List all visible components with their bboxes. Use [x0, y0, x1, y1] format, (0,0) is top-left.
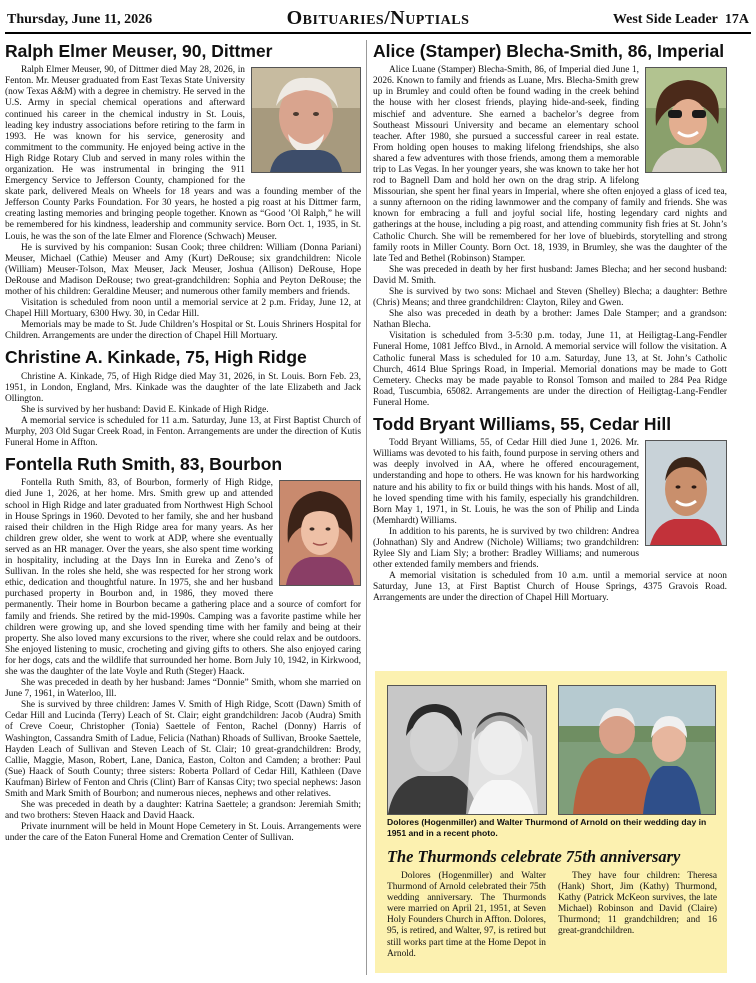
- paragraph: They have four children: Theresa (Hank) Short, Jim (Kathy) Thurmond, Kathy (Patrick McKeon survives, the late Michael) Robinson and David (Claire) Thurmond; 11 grandchildren; and 16 great-grandchildren.: [558, 871, 717, 937]
- paragraph: Fontella Ruth Smith, 83, of Bourbon, formerly of High Ridge, died June 1, 2026, at her home. Mrs. Smith grew up and attended school in High Ridge and later graduated from Northwest High School in House Springs in 1960. Devoted to her family, she and her husband raised their children in the High Ridge area for many years. As her children grew older, she went to work at ADP, where she eventually served as an HR manager. Over the years, she also spent time working in hospitality, including at the Days Inn in Eureka and Zeno’s of Sullivan. In the roles she held, she was respected for her strong work ethic, dedication and thoughtful nature. In 1975, she and her husband purchased property in Bourbon and, in 1986, they moved there permanently. Their home in Bourbon became a gathering place and a source of comfort for family and friends. She retired by the mid-1990s. Camping was a favorite pastime while her children were growing up, and she loved spending time with her family and being at their property. She also loved many excursions to the river, where she could relax and be outdoors. She enjoyed listening to music, crocheting and giving gifts to others. She also enjoyed caring for her dogs, cats and the wildlife that surrounded her home. Born July 10, 1942, in Kirkwood, she was the daughter of the late Voyle and Ruth (Steger) Haack.: [5, 478, 361, 677]
- issue-date: Thursday, June 11, 2026: [7, 12, 153, 27]
- obituary-headline: Christine A. Kinkade, 75, High Ridge: [5, 347, 307, 368]
- recent-photo: [558, 685, 716, 815]
- paragraph: She is survived by two sons: Michael and Steven (Shelley) Blecha; a daughter: Bethre (Chris) Means; and three grandchildren: Clayton, Riley and Gwen.: [373, 287, 727, 309]
- obituary-headline: Alice (Stamper) Blecha-Smith, 86, Imperial: [373, 41, 725, 61]
- right-column: [373, 36, 727, 605]
- wedding-photo: [387, 685, 547, 815]
- paragraph: She was preceded in death by her husband: James “Donnie” Smith, whom she married on June 7, 1961, in Waterloo, Ill.: [5, 678, 361, 700]
- paragraph: Todd Bryant Williams, 55, of Cedar Hill died June 1, 2026. Mr. Williams was devoted to his faith, found purpose in serving others and was deeply involved in AA, where he offered encouragement, understanding and hope to others. He was known for his hardworking nature and his ability to fix or build things with his hands. Most of all, he loved spending time with his family, especially his grandchildren. Born May 1, 1971, in St. Louis, he was the son of Philip and Linda (Memhardt) Williams.: [373, 438, 639, 526]
- obituary-headline: Fontella Ruth Smith, 83, Bourbon: [5, 454, 283, 475]
- obituary-body: [373, 65, 727, 409]
- obituary-smith: [5, 454, 361, 844]
- paragraph: Alice Luane (Stamper) Blecha-Smith, 86, of Imperial died June 1, 2026. Known to family and friends as Luane, Mrs. Blecha-Smith grew up in Brumley and could often be found wading in the creek behind the house with her closest friends, playing hide-and-seek, finding mischief and adventure. She earned a bachelor’s degree from Southeast Missouri University and became an elementary school teacher. After 1980, she pursued a successful career in real estate. From holding open houses to making lifelong friendships, she also shared a few adventures with those friends, among them a memorable trip to Las Vegas. In her younger years, she was known to take her hot rod to Bagnell Dam and hold her own on the drag strip. A lifelong Missourian, she spent her final years in Imperial, where she often enjoyed a glass of iced tea, a sunny afternoon on the riding lawnmower and the company of family and friends. She was known for embracing a full and joyful social life, hosting legendary card nights and gatherings at the house, including a pig roast, and attending community fish fries at St. John’s Catholic Church. She will be remembered for her love of bluebirds, storytelling and strong family roots in Miller County. Born Oct. 18, 1939, in Brumley, she was the daughter of the late Ted and Bethel (Robinson) Stamper.: [373, 65, 727, 264]
- paragraph: She was preceded in death by a daughter: Katrina Saettele; a grandson: Jeremiah Smith; and two brothers: Steven Haack and David Haack.: [5, 800, 361, 822]
- paragraph: He is survived by his companion: Susan Cook; three children: William (Donna Pariani) Meuser, Michael (Cathie) Meuser and Amy (Kurt) DeRouse; six grandchildren: Nicole (William) Meuser-Tolson, Max Meuser, Jack Meuser, Joshua (Allison) DeRouse, Hope DeRouse and Madison DeRouse; two great-grandchildren: Sophia and Peyton DeRouse; the mother of his children: Geraldine Meuser; and numerous other family members and friends.: [5, 242, 361, 297]
- paragraph: Visitation is scheduled from 3-5:30 p.m. today, June 11, at Heiligtag-Lang-Fendler Funeral Home, 1081 Jeffco Blvd., in Arnold. A memorial service will follow the visitation. A Catholic funeral Mass is scheduled for 10 a.m. Saturday, June 13, at St. John’s Catholic Church, 4614 Blue Springs Road, in Imperial. Memorial donations may be made to Gott Cemetery. Checks may be made payable to Ronsol Tomson and mailed to 284 Pea Ridge Road, Tuscumbia, 65082. Arrangements are under the direction of Heiligtag-Lang-Fendler Funeral Home.: [373, 331, 727, 408]
- paragraph: She was preceded in death by her first husband: James Blecha; and her second husband: David M. Smith.: [373, 264, 727, 286]
- paragraph: She also was preceded in death by a brother: James Dale Stamper; and a grandson: Nathan Blecha.: [373, 309, 727, 331]
- obituary-headline: Ralph Elmer Meuser, 90, Dittmer: [5, 41, 273, 61]
- portrait-photo: [645, 440, 727, 546]
- feature-headline: The Thurmonds celebrate 75th anniversary: [387, 847, 681, 866]
- paragraph: Private inurnment will be held in Mount Hope Cemetery in St. Louis. Arrangements were under the care of the Eaton Funeral Home and Cremation Center of Sullivan.: [5, 822, 361, 844]
- paragraph: A memorial service is scheduled for 11 a.m. Saturday, June 13, at First Baptist Church of Murphy, 203 Old Sugar Creek Road, in Fenton. Arrangements are under the direction of Kutis Funeral Home in Affton.: [5, 415, 361, 449]
- paragraph: She is survived by three children: James V. Smith of High Ridge, Scott (Dawn) Smith of Cedar Hill and Lucinda (Terry) Leach of St. Clair; eight grandchildren: Jacob (Audra) Smith of Creve Coeur, Christopher (Tonia) Saettele of Fenton, Rachel (Donny) Harris of Washington, Cassandra Smith of Ladue, Felicia (Nathan) Rhoads of Sullivan, Brooke Saettele, Hayden Leach of Sullivan and Steven Leach of St. Clair; 10 great-grandchildren: Brody, Callie, Maggie, Mason, Robert, Lane, Danica, Easton, Colton and Camden; a brother: Paul (Sue) Haack of South County; three sisters: Roberta Pollard of Cedar Hill, Kathleen (Dave Kaufman) Birlew of Fenton and Chris (Clint) Barr of Kansas City; two special nephews: Jason Smith and Mark Smith of Bourbon; and numerous nieces, nephews and other relatives.: [5, 700, 361, 799]
- paragraph: A memorial visitation is scheduled from 10 a.m. until a memorial service at noon Saturday, June 13, at First Baptist Church of House Springs, 4375 Gravois Road. Arrangements are under the direction of Chapel Hill Mortuary.: [373, 571, 727, 604]
- obituary-meuser: [5, 41, 361, 342]
- portrait-photo: [279, 480, 361, 586]
- obituary-body: [5, 65, 361, 342]
- obituary-williams: [373, 414, 727, 605]
- paper-name: West Side Leader: [612, 12, 718, 27]
- paragraph: Memorials may be made to St. Jude Children’s Hospital or St. Louis Shriners Hospital for Children. Arrangements are under the direction of Chapel Hill Mortuary.: [5, 320, 361, 342]
- obituary-body: [5, 478, 361, 844]
- paragraph: Ralph Elmer Meuser, 90, of Dittmer died May 28, 2026, in Fenton. Mr. Meuser graduated from East Texas State University (now Texas A&M) with a degree in chemistry. He served in the U.S. Army in special chemical operations and afterward continued his career in the chemical industry in St. Louis, leading key industry associations before retiring to the farm in 1993. He was known for his service, generosity and commitment to the community. He enjoyed being active in the High Ridge Rotary Club and served in many roles within the organization. He was instrumental in bringing the 911 Emergency Service to Jefferson County, championed for the skate park, delivered Meals on Wheels for 18 years and was a founding member of the Jefferson County Parks Foundation. For 30 years, he hosted a pig roast at his Dittmer farm, creating lasting memories and bringing people together. Known as “Good ’Ol Ralph,” he will be remembered for his kindness, leadership and community service. Born Oct. 1, 1935, in St. Louis, he was the son of the late Elmer and Florence (Schwach) Meuser.: [5, 65, 361, 242]
- obituary-body: [373, 438, 727, 604]
- photo-caption: Dolores (Hogenmiller) and Walter Thurmond of Arnold on their wedding day in 1951 and in a recent photo.: [387, 817, 707, 838]
- paragraph: Dolores (Hogenmiller) and Walter Thurmond of Arnold celebrated their 75th wedding anniversary. The Thurmonds were married on April 21, 1951, at Seven Holy Founders Church in Affton. Dolores, 95, is retired, and Walter, 97, is retired but still works part time at the Home Depot in Arnold.: [387, 871, 546, 959]
- feature-body: [387, 871, 717, 960]
- obituary-headline: Todd Bryant Williams, 55, Cedar Hill: [373, 414, 672, 435]
- obituary-kinkade: [5, 347, 361, 449]
- paper-name-page: [613, 12, 749, 28]
- masthead: [5, 4, 751, 34]
- section-title: Obituaries/Nuptials: [286, 7, 470, 29]
- obituary-body: [5, 372, 361, 450]
- paragraph: Christine A. Kinkade, 75, of High Ridge died May 31, 2026, in St. Louis. Born Feb. 23, 1951, in London, England, Mrs. Kinkade was the daughter of the late Elizabeth and Jack Ollington.: [5, 371, 361, 404]
- paragraph: She is survived by her husband: David E. Kinkade of High Ridge.: [21, 404, 269, 415]
- paragraph: In addition to his parents, he is survived by two children: Andrea (Johnathan) Sly and Andrew (Nichole) Williams; two grandchildren: Rylee Sly and Liam Sly; a brother: Bradley Williams; and numerous other extended family members and friends.: [373, 526, 639, 571]
- paragraph: Visitation is scheduled from noon until a memorial service at 2 p.m. Friday, June 12, at Chapel Hill Mortuary, 6300 Hwy. 30, in Cedar Hill.: [5, 298, 361, 320]
- portrait-photo: [645, 67, 727, 173]
- column-divider: [366, 40, 367, 975]
- left-column: [5, 36, 361, 844]
- obituary-blecha: [373, 41, 727, 409]
- portrait-photo: [251, 67, 361, 173]
- anniversary-feature: [375, 671, 727, 973]
- page-number: 17A: [724, 12, 749, 27]
